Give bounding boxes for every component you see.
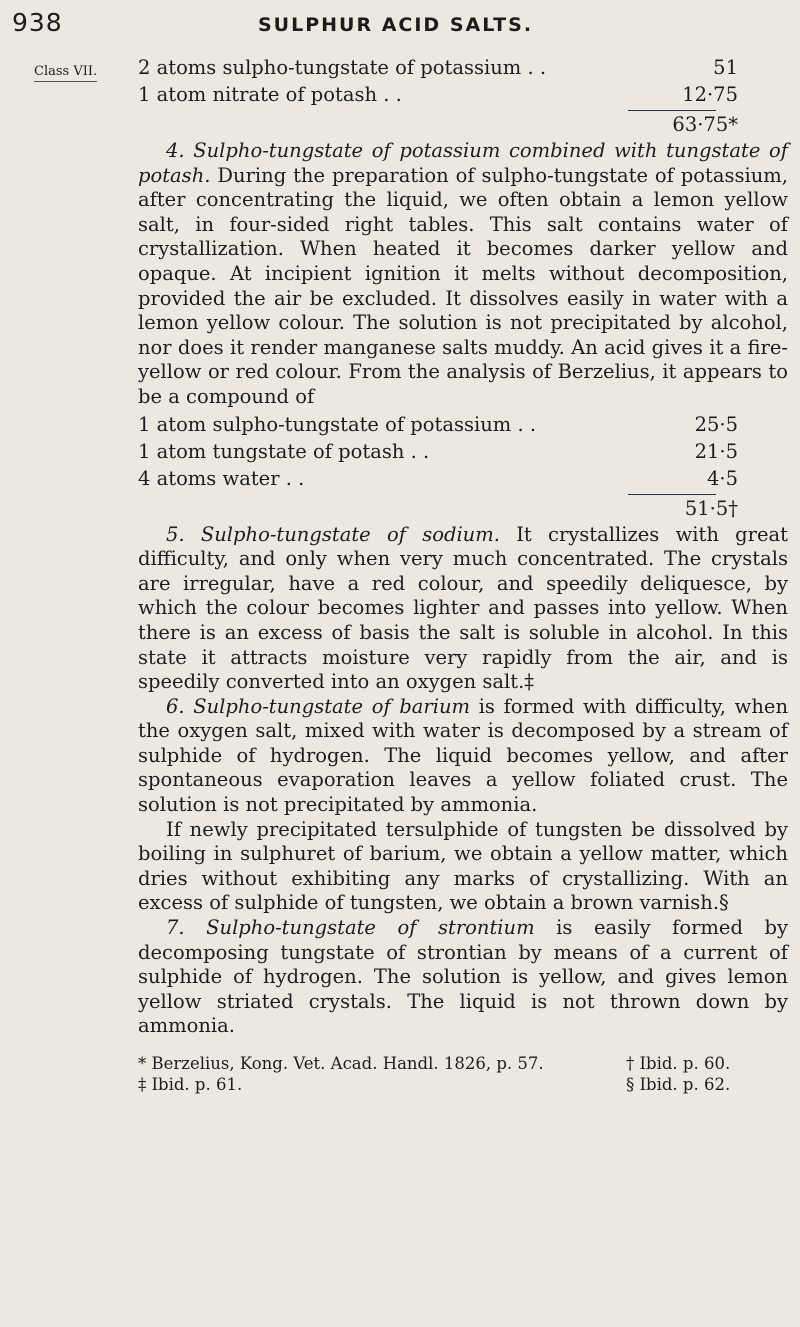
footnote: ‡ Ibid. p. 61. (138, 1075, 243, 1094)
table-row-value: 4·5 (706, 466, 738, 490)
table-row-value: 21·5 (694, 439, 738, 463)
section-title: 5. Sulpho-tungstate of sodium. (166, 522, 500, 546)
table-total-value: 51·5† (684, 496, 738, 520)
table-row-item: 4 atoms water . . (138, 466, 305, 490)
footnote-row (138, 1053, 788, 1074)
margin-class-note: Class VII. (34, 64, 97, 82)
section-title: 4. Sulpho-tungstate of potassium combined with tungstate of potash. (138, 139, 788, 187)
table-row (138, 467, 788, 494)
table-row-value: 12·75 (682, 83, 738, 106)
table-total-value: 63·75* (672, 113, 738, 136)
paragraph-section-4 (138, 139, 788, 410)
running-title: SULPHUR ACID SALTS. (258, 14, 534, 36)
table-row-value: 51 (713, 56, 738, 79)
table-row-item: 2 atoms sulpho-tungstate of potassium . . (138, 56, 547, 79)
table-row (138, 83, 788, 110)
section-body: is easily formed by decomposing tungstate of strontian by means of a current of sulphide of hydrogen. The solution is yellow, and gives lemon yellow striated crystals. The liquid is not thrown down by ammonia. (138, 916, 788, 1038)
composition-table-2 (138, 413, 788, 523)
section-body: It crystallizes with great difficulty, and only when very much concentrated. The crystals are irregular, have a red colour, and speedily deliquesce, by which the colour becomes lighter and passes into yellow. When there is an excess of basis the salt is soluble in alcohol. In this state it attracts moisture very rapidly from the air, and is speedily converted into an oxygen salt.‡ (138, 522, 788, 694)
footnotes (138, 1053, 788, 1095)
paragraph-section-7 (138, 916, 788, 1039)
table-row-item: 1 atom sulpho-tungstate of potassium . . (138, 412, 537, 436)
page-number: 938 (12, 8, 63, 37)
table-total (138, 111, 788, 139)
table-row (138, 56, 788, 83)
table-row (138, 413, 788, 440)
paragraph-section-5 (138, 523, 788, 695)
footnote: * Berzelius, Kong. Vet. Acad. Handl. 1826, p. 57. (138, 1054, 544, 1073)
footnote-row (138, 1074, 788, 1095)
footnote: † Ibid. p. 60. (626, 1054, 731, 1073)
paragraph-section-6 (138, 695, 788, 818)
body-text (138, 56, 788, 1095)
composition-table-1 (138, 56, 788, 139)
section-body: is formed with difficulty, when the oxygen salt, mixed with water is decomposed by a stream of sulphide of hydrogen. The liquid becomes yellow, and after spontaneous evaporation leaves a yellow foliated crust. The solution is not precipitated by ammonia. (138, 694, 788, 817)
table-row-item: 1 atom nitrate of potash . . (138, 83, 402, 106)
table-row (138, 440, 788, 467)
paragraph-tersulphide: If newly precipitated tersulphide of tungsten be dissolved by boiling in sulphuret of barium, we obtain a yellow matter, which dries without exhibiting any marks of crystallizing. With an excess of sulphide of tungsten, we obtain a brown varnish.§ (138, 817, 788, 915)
footnote: § Ibid. p. 62. (626, 1075, 731, 1094)
table-total (138, 495, 788, 523)
section-title: 6. Sulpho-tungstate of barium (166, 694, 471, 718)
section-title: 7. Sulpho-tungstate of strontium (166, 916, 535, 940)
section-body: During the preparation of sulpho-tungstate of potassium, after concentrating the liquid, we often obtain a lemon yellow salt, in four-sided right tables. This salt contains water of crystallization. When heated it becomes darker yellow and opaque. At incipient ignition it melts without decomposition, provided the air be excluded. It dissolves easily in water with a lemon yellow colour. The solution is not precipitated by alcohol, nor does it render manganese salts muddy. An acid gives it a fire-yellow or red colour. From the analysis of Berzelius, it appears to be a compound of (138, 163, 788, 408)
table-row-item: 1 atom tungstate of potash . . (138, 439, 430, 463)
running-head (0, 0, 800, 60)
table-row-value: 25·5 (694, 412, 738, 436)
